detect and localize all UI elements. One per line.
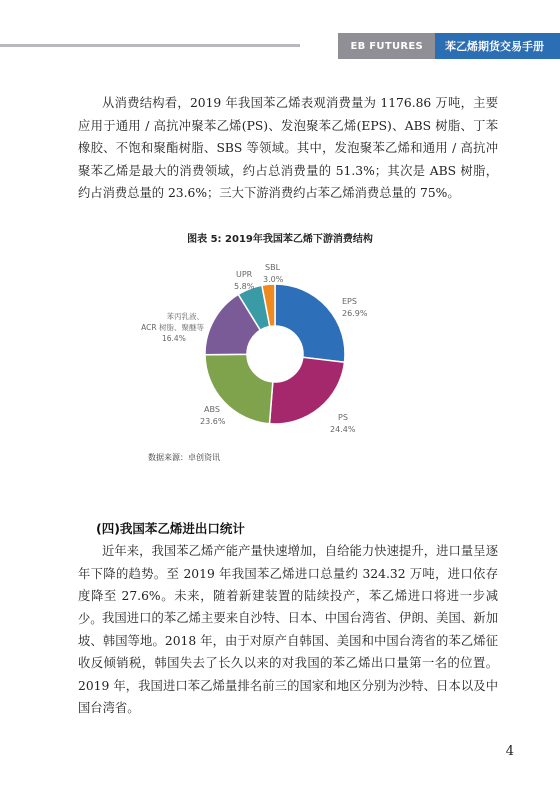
value-other: 16.4%	[162, 334, 186, 343]
slice-label-abs	[200, 405, 226, 426]
value-abs: 23.6%	[200, 417, 226, 426]
page-number: 4	[505, 744, 514, 759]
slice-label-ps	[330, 413, 356, 434]
label-other-line-2: ACR 树脂、聚醚等	[141, 323, 204, 332]
paragraph-consumption: 从消费结构看，2019 年我国苯乙烯表观消费量为 1176.86 万吨，主要应用于通用 / 高抗冲聚苯乙烯(PS)、发泡聚苯乙烯(EPS)、ABS 树脂、丁苯橡胶、不饱和聚酯树脂、SBS 等领域。其中，发泡聚苯乙烯和通用 / 高抗冲聚苯乙烯是最大的消费领域，约占总消费量的 51.3%；其次是 ABS 树脂，约占消费总量的 23.6%；三大下游消费约占苯乙烯消费总量的 75%。	[78, 96, 498, 200]
section-heading: (四)我国苯乙烯进出口统计	[96, 521, 245, 536]
value-ps: 24.4%	[330, 425, 356, 434]
label-ps: PS	[338, 413, 348, 422]
label-upr: UPR	[236, 270, 253, 279]
brand-label: EB FUTURES	[338, 33, 435, 59]
value-upr: 5.8%	[234, 282, 255, 291]
header-rule	[0, 44, 300, 47]
chart-title: 图表 5: 2019年我国苯乙烯下游消费结构	[187, 234, 373, 245]
label-sbl: SBL	[265, 263, 281, 272]
slice-eps	[275, 284, 345, 362]
value-eps: 26.9%	[342, 309, 368, 318]
value-sbl: 3.0%	[263, 275, 284, 284]
donut-chart	[120, 250, 420, 450]
label-abs: ABS	[204, 405, 220, 414]
donut-slices	[205, 284, 345, 424]
paragraph-import-sources: 我国进口的苯乙烯主要来自沙特、日本、中国台湾省、伊朗、美国、新加坡、韩国等地。2018 年，由于对原产自韩国、美国和中国台湾省的苯乙烯征收反倾销税，韩国失去了长久以来的对我国的苯乙烯出口量第一名的位置。2019 年，我国进口苯乙烯量排名前三的国家和地区分别为沙特、日本以及中国台湾省。	[78, 611, 498, 715]
data-source: 数据来源：卓创资讯	[148, 453, 220, 462]
header-tag	[338, 33, 560, 59]
slice-label-other	[141, 311, 204, 343]
slice-label-sbl	[263, 263, 284, 284]
handbook-title: 苯乙烯期货交易手册	[435, 33, 560, 59]
slice-ps	[270, 357, 345, 424]
slice-label-upr	[234, 270, 255, 291]
paragraph-import-trend: 近年来，我国苯乙烯产能产量快速增加，自给能力快速提升，进口量呈逐年下降的趋势。至 2019 年我国苯乙烯进口总量约 324.32 万吨，进口依存度降至 27.6%。未来，随着新建装置的陆续投产，苯乙烯进口将进一步减少。	[78, 544, 498, 626]
label-eps: EPS	[342, 297, 357, 306]
slice-label-eps	[342, 297, 368, 318]
label-other-line-1: 苯丙乳液、	[166, 312, 204, 321]
